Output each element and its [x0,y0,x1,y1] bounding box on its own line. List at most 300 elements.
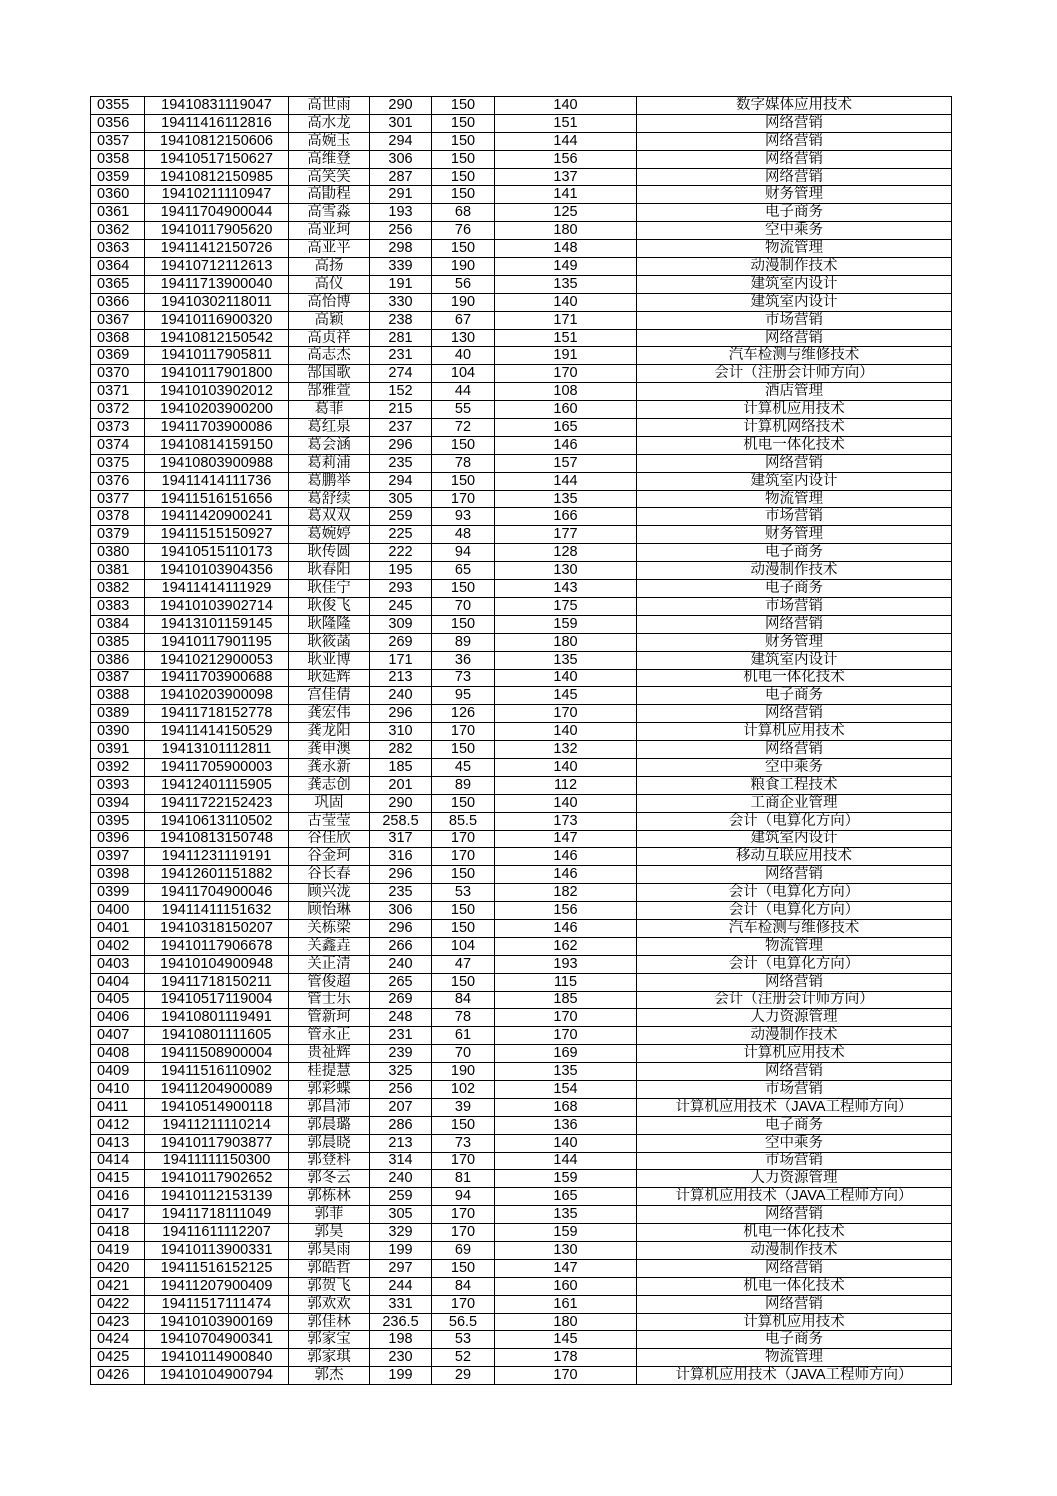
sequence-number-cell: 0382 [91,580,145,598]
sequence-number-cell: 0423 [91,1313,145,1331]
major-cell: 动漫制作技术 [637,1027,952,1045]
sequence-number-cell: 0404 [91,973,145,991]
student-name-cell: 葛婉婷 [289,526,370,544]
table-row [91,1080,952,1098]
score-a-cell: 78 [432,454,495,472]
exam-id-cell: 19410203900200 [145,401,289,419]
score-a-cell: 102 [432,1080,495,1098]
student-name-cell: 高婉玉 [289,132,370,150]
table-row [91,347,952,365]
exam-id-cell: 19411718152778 [145,705,289,723]
major-cell: 电子商务 [637,580,952,598]
table-row [91,526,952,544]
total-score-cell: 213 [370,1134,432,1152]
exam-id-cell: 19411718111049 [145,1206,289,1224]
total-score-cell: 282 [370,741,432,759]
student-name-cell: 关正清 [289,955,370,973]
score-b-cell: 151 [495,114,637,132]
total-score-cell: 306 [370,902,432,920]
score-a-cell: 85.5 [432,812,495,830]
score-b-cell: 162 [495,937,637,955]
score-a-cell: 150 [432,436,495,454]
exam-id-cell: 19410302118011 [145,293,289,311]
exam-id-cell: 19410318150207 [145,919,289,937]
score-b-cell: 170 [495,1027,637,1045]
exam-id-cell: 19411705900003 [145,758,289,776]
total-score-cell: 222 [370,544,432,562]
table-row [91,1116,952,1134]
table-row [91,884,952,902]
student-name-cell: 龚龙阳 [289,723,370,741]
total-score-cell: 198 [370,1331,432,1349]
exam-id-cell: 19411111150300 [145,1152,289,1170]
exam-id-cell: 19410801111605 [145,1027,289,1045]
student-name-cell: 龚永新 [289,758,370,776]
table-row [91,830,952,848]
major-cell: 会计（注册会计师方向） [637,365,952,383]
score-b-cell: 180 [495,222,637,240]
major-cell: 会计（注册会计师方向） [637,991,952,1009]
table-row [91,991,952,1009]
table-row [91,186,952,204]
total-score-cell: 240 [370,1170,432,1188]
score-a-cell: 81 [432,1170,495,1188]
major-cell: 电子商务 [637,687,952,705]
table-row [91,1170,952,1188]
major-cell: 市场营销 [637,1152,952,1170]
total-score-cell: 195 [370,562,432,580]
exam-id-cell: 19413101112811 [145,741,289,759]
score-b-cell: 171 [495,311,637,329]
total-score-cell: 290 [370,794,432,812]
major-cell: 动漫制作技术 [637,1242,952,1260]
score-b-cell: 130 [495,562,637,580]
total-score-cell: 296 [370,919,432,937]
score-b-cell: 177 [495,526,637,544]
score-a-cell: 150 [432,472,495,490]
score-a-cell: 150 [432,97,495,115]
score-a-cell: 170 [432,1224,495,1242]
major-cell: 财务管理 [637,186,952,204]
score-a-cell: 150 [432,114,495,132]
total-score-cell: 237 [370,419,432,437]
score-b-cell: 140 [495,794,637,812]
score-a-cell: 150 [432,168,495,186]
score-b-cell: 140 [495,97,637,115]
score-b-cell: 135 [495,275,637,293]
major-cell: 会计（电算化方向） [637,955,952,973]
sequence-number-cell: 0391 [91,741,145,759]
table-row [91,204,952,222]
score-a-cell: 84 [432,991,495,1009]
score-b-cell: 146 [495,848,637,866]
student-name-cell: 耿亚博 [289,651,370,669]
total-score-cell: 231 [370,347,432,365]
score-a-cell: 170 [432,1152,495,1170]
total-score-cell: 296 [370,436,432,454]
exam-id-cell: 19410112153139 [145,1188,289,1206]
major-cell: 空中乘务 [637,222,952,240]
student-name-cell: 郭贺飞 [289,1277,370,1295]
major-cell: 建筑室内设计 [637,651,952,669]
table-row [91,1063,952,1081]
major-cell: 数字媒体应用技术 [637,97,952,115]
major-cell: 网络营销 [637,973,952,991]
score-b-cell: 160 [495,401,637,419]
score-b-cell: 165 [495,1188,637,1206]
total-score-cell: 266 [370,937,432,955]
major-cell: 计算机网络技术 [637,419,952,437]
student-name-cell: 耿佳宁 [289,580,370,598]
sequence-number-cell: 0395 [91,812,145,830]
table-row [91,723,952,741]
sequence-number-cell: 0416 [91,1188,145,1206]
score-a-cell: 126 [432,705,495,723]
score-b-cell: 170 [495,705,637,723]
sequence-number-cell: 0380 [91,544,145,562]
exam-id-cell: 19411508900004 [145,1045,289,1063]
score-a-cell: 56 [432,275,495,293]
score-a-cell: 65 [432,562,495,580]
total-score-cell: 238 [370,311,432,329]
score-a-cell: 94 [432,1188,495,1206]
score-b-cell: 140 [495,293,637,311]
score-table-body [91,97,952,1385]
score-a-cell: 150 [432,150,495,168]
major-cell: 机电一体化技术 [637,669,952,687]
exam-id-cell: 19410114900840 [145,1349,289,1367]
exam-id-cell: 19410104900794 [145,1367,289,1385]
exam-id-cell: 19410613110502 [145,812,289,830]
exam-id-cell: 19411231119191 [145,848,289,866]
major-cell: 网络营销 [637,1259,952,1277]
score-b-cell: 165 [495,419,637,437]
total-score-cell: 274 [370,365,432,383]
student-name-cell: 郭冬云 [289,1170,370,1188]
table-row [91,222,952,240]
score-a-cell: 29 [432,1367,495,1385]
major-cell: 会计（电算化方向） [637,902,952,920]
score-a-cell: 150 [432,973,495,991]
exam-id-cell: 19410813150748 [145,830,289,848]
exam-id-cell: 19410517119004 [145,991,289,1009]
score-b-cell: 149 [495,258,637,276]
total-score-cell: 294 [370,472,432,490]
exam-id-cell: 19411516110902 [145,1063,289,1081]
sequence-number-cell: 0365 [91,275,145,293]
exam-id-cell: 19411713900040 [145,275,289,293]
major-cell: 建筑室内设计 [637,830,952,848]
score-b-cell: 168 [495,1098,637,1116]
exam-id-cell: 19410117906678 [145,937,289,955]
student-name-cell: 郭昊雨 [289,1242,370,1260]
table-row [91,114,952,132]
total-score-cell: 329 [370,1224,432,1242]
exam-id-cell: 19411204900089 [145,1080,289,1098]
score-a-cell: 67 [432,311,495,329]
exam-id-cell: 19410103902012 [145,383,289,401]
student-name-cell: 龚志创 [289,776,370,794]
score-a-cell: 72 [432,419,495,437]
student-name-cell: 郭晨璐 [289,1116,370,1134]
score-a-cell: 56.5 [432,1313,495,1331]
major-cell: 粮食工程技术 [637,776,952,794]
exam-id-cell: 19410103902714 [145,597,289,615]
sequence-number-cell: 0394 [91,794,145,812]
student-name-cell: 葛菲 [289,401,370,419]
exam-id-cell: 19411412150726 [145,240,289,258]
score-a-cell: 150 [432,919,495,937]
sequence-number-cell: 0363 [91,240,145,258]
score-a-cell: 190 [432,1063,495,1081]
total-score-cell: 191 [370,275,432,293]
total-score-cell: 215 [370,401,432,419]
total-score-cell: 199 [370,1242,432,1260]
major-cell: 物流管理 [637,490,952,508]
exam-id-cell: 19411411151632 [145,902,289,920]
student-name-cell: 郭昌沛 [289,1098,370,1116]
total-score-cell: 294 [370,132,432,150]
student-name-cell: 耿延辉 [289,669,370,687]
sequence-number-cell: 0396 [91,830,145,848]
sequence-number-cell: 0409 [91,1063,145,1081]
total-score-cell: 265 [370,973,432,991]
score-a-cell: 150 [432,741,495,759]
sequence-number-cell: 0413 [91,1134,145,1152]
sequence-number-cell: 0418 [91,1224,145,1242]
total-score-cell: 314 [370,1152,432,1170]
major-cell: 机电一体化技术 [637,1277,952,1295]
score-b-cell: 128 [495,544,637,562]
score-a-cell: 40 [432,347,495,365]
table-row [91,973,952,991]
total-score-cell: 290 [370,97,432,115]
total-score-cell: 331 [370,1295,432,1313]
student-name-cell: 郭昊 [289,1224,370,1242]
student-name-cell: 巩固 [289,794,370,812]
major-cell: 财务管理 [637,633,952,651]
exam-id-cell: 19410116900320 [145,311,289,329]
student-name-cell: 耿筱菡 [289,633,370,651]
exam-id-cell: 19410831119047 [145,97,289,115]
student-name-cell: 葛双双 [289,508,370,526]
score-b-cell: 148 [495,240,637,258]
total-score-cell: 306 [370,150,432,168]
admission-score-sheet [90,96,952,1385]
score-b-cell: 170 [495,1367,637,1385]
total-score-cell: 287 [370,168,432,186]
score-a-cell: 53 [432,1331,495,1349]
score-b-cell: 147 [495,830,637,848]
total-score-cell: 305 [370,1206,432,1224]
sequence-number-cell: 0419 [91,1242,145,1260]
score-a-cell: 170 [432,848,495,866]
table-row [91,1313,952,1331]
table-row [91,1331,952,1349]
sequence-number-cell: 0400 [91,902,145,920]
score-b-cell: 144 [495,132,637,150]
major-cell: 市场营销 [637,1080,952,1098]
total-score-cell: 152 [370,383,432,401]
score-b-cell: 141 [495,186,637,204]
exam-id-cell: 19411414111736 [145,472,289,490]
student-name-cell: 高勖程 [289,186,370,204]
sequence-number-cell: 0389 [91,705,145,723]
major-cell: 网络营销 [637,168,952,186]
exam-id-cell: 19410212900053 [145,651,289,669]
exam-id-cell: 19410211110947 [145,186,289,204]
major-cell: 物流管理 [637,937,952,955]
major-cell: 网络营销 [637,1063,952,1081]
major-cell: 网络营销 [637,866,952,884]
major-cell: 酒店管理 [637,383,952,401]
sequence-number-cell: 0425 [91,1349,145,1367]
sequence-number-cell: 0376 [91,472,145,490]
total-score-cell: 225 [370,526,432,544]
sequence-number-cell: 0383 [91,597,145,615]
score-b-cell: 140 [495,669,637,687]
major-cell: 计算机应用技术 [637,401,952,419]
score-a-cell: 48 [432,526,495,544]
table-row [91,240,952,258]
score-a-cell: 78 [432,1009,495,1027]
score-b-cell: 151 [495,329,637,347]
major-cell: 市场营销 [637,508,952,526]
major-cell: 建筑室内设计 [637,472,952,490]
score-a-cell: 150 [432,240,495,258]
major-cell: 机电一体化技术 [637,436,952,454]
table-row [91,1134,952,1152]
score-a-cell: 150 [432,132,495,150]
score-b-cell: 166 [495,508,637,526]
score-b-cell: 108 [495,383,637,401]
exam-id-cell: 19411703900688 [145,669,289,687]
table-row [91,902,952,920]
exam-id-cell: 19410803900988 [145,454,289,472]
table-row [91,919,952,937]
score-a-cell: 44 [432,383,495,401]
score-b-cell: 169 [495,1045,637,1063]
table-row [91,597,952,615]
exam-id-cell: 19412601151882 [145,866,289,884]
sequence-number-cell: 0358 [91,150,145,168]
score-b-cell: 180 [495,633,637,651]
sequence-number-cell: 0357 [91,132,145,150]
score-a-cell: 52 [432,1349,495,1367]
exam-id-cell: 19410515110173 [145,544,289,562]
total-score-cell: 199 [370,1367,432,1385]
major-cell: 计算机应用技术 [637,723,952,741]
score-a-cell: 36 [432,651,495,669]
score-b-cell: 140 [495,723,637,741]
score-b-cell: 130 [495,1242,637,1260]
exam-id-cell: 19410812150542 [145,329,289,347]
major-cell: 工商企业管理 [637,794,952,812]
score-table [90,96,952,1385]
table-row [91,383,952,401]
score-b-cell: 159 [495,1170,637,1188]
sequence-number-cell: 0406 [91,1009,145,1027]
exam-id-cell: 19411703900086 [145,419,289,437]
student-name-cell: 高维登 [289,150,370,168]
sequence-number-cell: 0384 [91,615,145,633]
total-score-cell: 207 [370,1098,432,1116]
exam-id-cell: 19410814159150 [145,436,289,454]
major-cell: 网络营销 [637,615,952,633]
student-name-cell: 郜国歌 [289,365,370,383]
major-cell: 物流管理 [637,1349,952,1367]
sequence-number-cell: 0405 [91,991,145,1009]
student-name-cell: 葛会涵 [289,436,370,454]
student-name-cell: 郭彩蝶 [289,1080,370,1098]
table-row [91,1045,952,1063]
table-row [91,150,952,168]
score-a-cell: 150 [432,1259,495,1277]
student-name-cell: 郭栋林 [289,1188,370,1206]
score-b-cell: 185 [495,991,637,1009]
score-b-cell: 140 [495,1134,637,1152]
sequence-number-cell: 0408 [91,1045,145,1063]
table-row [91,311,952,329]
exam-id-cell: 19410113900331 [145,1242,289,1260]
score-b-cell: 156 [495,902,637,920]
table-row [91,562,952,580]
score-a-cell: 104 [432,365,495,383]
score-a-cell: 150 [432,866,495,884]
major-cell: 汽车检测与维修技术 [637,919,952,937]
table-row [91,669,952,687]
exam-id-cell: 19410812150985 [145,168,289,186]
total-score-cell: 236.5 [370,1313,432,1331]
total-score-cell: 248 [370,1009,432,1027]
table-row [91,419,952,437]
total-score-cell: 193 [370,204,432,222]
score-a-cell: 150 [432,1116,495,1134]
exam-id-cell: 19410812150606 [145,132,289,150]
sequence-number-cell: 0371 [91,383,145,401]
sequence-number-cell: 0355 [91,97,145,115]
student-name-cell: 耿传圆 [289,544,370,562]
exam-id-cell: 19410203900098 [145,687,289,705]
table-row [91,490,952,508]
exam-id-cell: 19411414111929 [145,580,289,598]
score-a-cell: 45 [432,758,495,776]
student-name-cell: 耿俊飞 [289,597,370,615]
exam-id-cell: 19410117905620 [145,222,289,240]
total-score-cell: 339 [370,258,432,276]
student-name-cell: 关鑫垚 [289,937,370,955]
major-cell: 人力资源管理 [637,1009,952,1027]
exam-id-cell: 19410704900341 [145,1331,289,1349]
major-cell: 物流管理 [637,240,952,258]
student-name-cell: 顾兴泷 [289,884,370,902]
student-name-cell: 耿隆隆 [289,615,370,633]
total-score-cell: 298 [370,240,432,258]
total-score-cell: 201 [370,776,432,794]
total-score-cell: 230 [370,1349,432,1367]
major-cell: 移动互联应用技术 [637,848,952,866]
exam-id-cell: 19411516152125 [145,1259,289,1277]
score-a-cell: 190 [432,258,495,276]
sequence-number-cell: 0421 [91,1277,145,1295]
total-score-cell: 240 [370,955,432,973]
exam-id-cell: 19410104900948 [145,955,289,973]
score-a-cell: 61 [432,1027,495,1045]
sequence-number-cell: 0424 [91,1331,145,1349]
score-a-cell: 55 [432,401,495,419]
total-score-cell: 305 [370,490,432,508]
score-b-cell: 145 [495,1331,637,1349]
